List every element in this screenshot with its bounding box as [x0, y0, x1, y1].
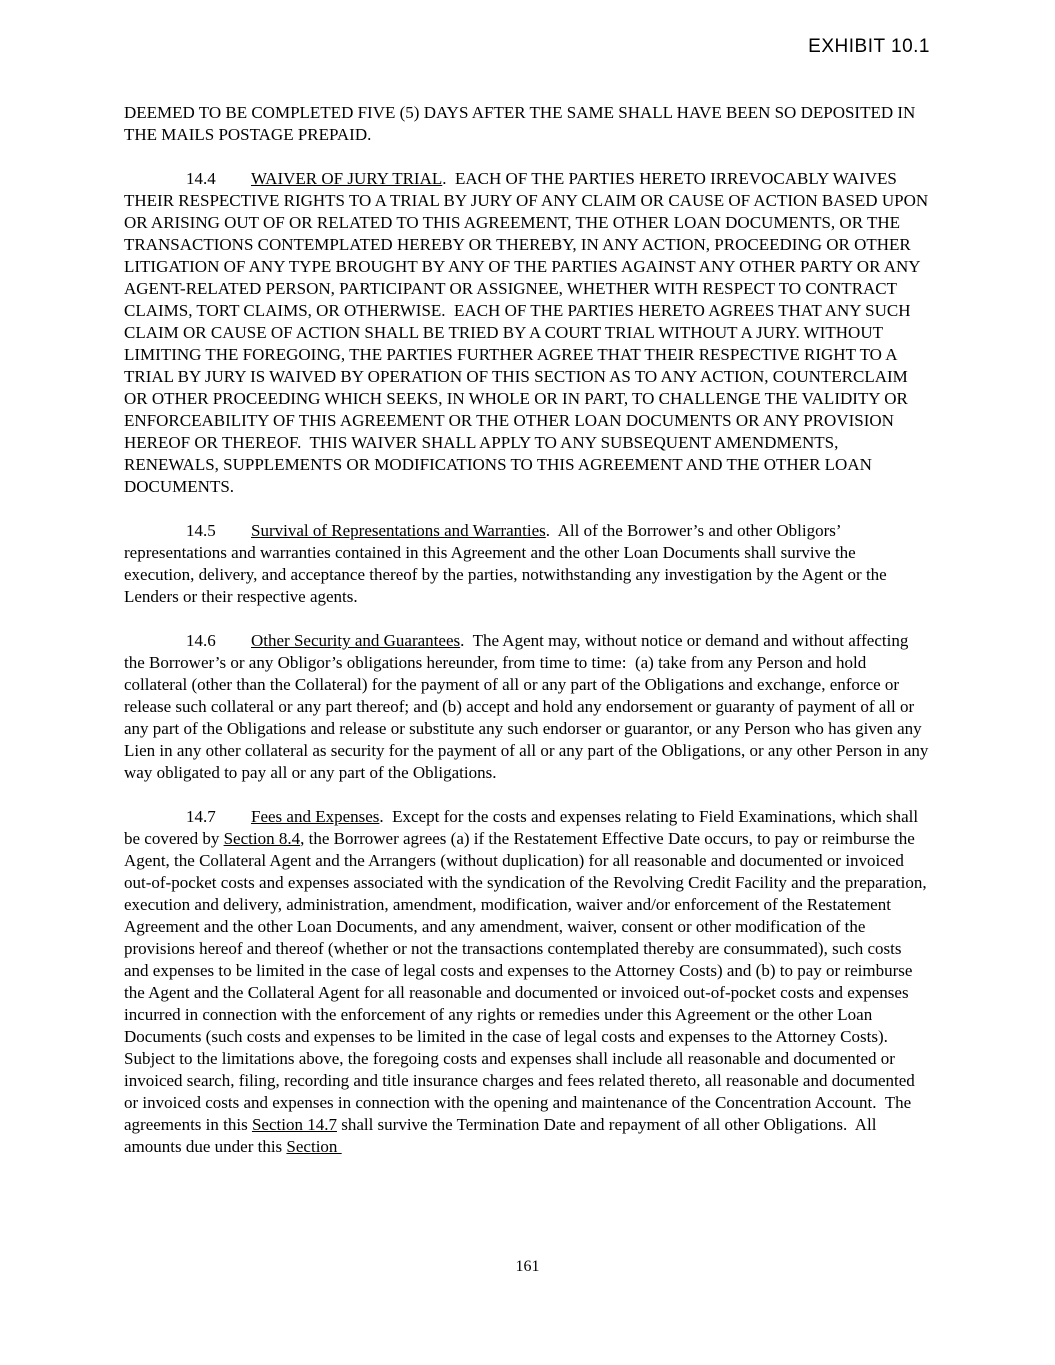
section-number: 14.7 [186, 807, 216, 826]
section-heading: WAIVER OF JURY TRIAL [251, 169, 443, 188]
section-reference: Section 8.4 [223, 829, 301, 848]
text-run: . All of the Borrower’s and other Obligors’ representations and warranties contained in this Agreement and the other Loan Documents shall survive the execution, delivery, and acceptance thereof by the parties, notwithstanding any investigation by the Agent or the Lenders or their respective agents. [124, 521, 891, 606]
section-heading: Fees and Expenses [251, 807, 380, 826]
text-run: . The Agent may, without notice or demand and without affecting the Borrower’s or any Obligor’s obligations hereunder, from time to time: (a) take from any Person and hold collateral (other than the Collateral) for the payment of all or any part of the Obligations and exchange, enforce or release such collateral or any part thereof; and (b) accept and hold any endorsement or guaranty of payment of all or any part of the Obligations and release or substitute any such endorser or guarantor, or any Person who has given any Lien in any other collateral as security for the payment of all or any part of the Obligations, or any other Person in any way obligated to pay all or any part of the Obligations. [124, 631, 933, 782]
text-run: shall survive the Termination Date and repayment of all other Obligations. All amounts due under this [124, 1115, 881, 1156]
section-paragraph [124, 520, 930, 608]
section-paragraph [124, 630, 933, 784]
section-paragraph [124, 168, 933, 498]
section-number: 14.6 [186, 631, 216, 650]
section-number: 14.5 [186, 521, 216, 540]
section-number: 14.4 [186, 169, 216, 188]
section-heading: Other Security and Guarantees [251, 631, 461, 650]
page-number: 161 [515, 1258, 540, 1275]
text-run: , the Borrower agrees (a) if the Restatement Effective Date occurs, to pay or reimburse the Agent, the Collateral Agent and the Arrangers (without duplication) for all reasonable and documented or invoiced out-of-pocket costs and expenses associated with the syndication of the Revolving Credit Facility and the preparation, execution and delivery, administration, amendment, modification, waiver and/or enforcement of the Restatement Agreement and the other Loan Documents, and any amendment, waiver, consent or other modification of the provisions hereof and thereof (whether or not the transactions contemplated thereby are consummated), such costs and expenses to be limited in the case of legal costs and expenses to the Attorney Costs) and (b) to pay or reimburse the Agent and the Collateral Agent for all reasonable and documented or invoiced out-of-pocket costs and expenses incurred in connection with the enforcement of any rights or remedies under this Agreement or the other Loan Documents (such costs and expenses to be limited in the case of legal costs and expenses to the Attorney Costs). Subject to the limitations above, the foregoing costs and expenses shall include all reasonable and documented or invoiced search, filing, recording and title insurance charges and fees related thereto, all reasonable and documented or invoiced costs and expenses in connection with the opening and maintenance of the Concentration Account. The agreements in this [124, 829, 931, 1134]
text-run: DEEMED TO BE COMPLETED FIVE (5) DAYS AFTER THE SAME SHALL HAVE BEEN SO DEPOSITED IN THE MAILS POSTAGE PREPAID. [124, 103, 920, 144]
document-body [124, 102, 933, 1158]
exhibit-label: EXHIBIT 10.1 [808, 36, 930, 57]
text-run: . Except for the costs and expenses relating to Field Examinations, which shall be covered by [124, 807, 923, 848]
section-paragraph [124, 806, 930, 1158]
section-reference: Section [286, 1137, 342, 1156]
section-heading: Survival of Representations and Warranties [251, 521, 546, 540]
continuation-paragraph [124, 102, 930, 146]
section-reference: Section 14.7 [251, 1115, 337, 1134]
text-run: . EACH OF THE PARTIES HERETO IRREVOCABLY WAIVES THEIR RESPECTIVE RIGHTS TO A TRIAL BY JURY OF ANY CLAIM OR CAUSE OF ACTION BASED UPON OR ARISING OUT OF OR RELATED TO THIS AGREEMENT, THE OTHER LOAN DOCUMENTS, OR THE TRANSACTIONS CONTEMPLATED HEREBY OR THEREBY, IN ANY ACTION, PROCEEDING OR OTHER LITIGATION OF ANY TYPE BROUGHT BY ANY OF THE PARTIES AGAINST ANY OTHER PARTY OR ANY AGENT-RELATED PERSON, PARTICIPANT OR ASSIGNEE, WHETHER WITH RESPECT TO CONTRACT CLAIMS, TORT CLAIMS, OR OTHERWISE. EACH OF THE PARTIES HERETO AGREES THAT ANY SUCH CLAIM OR CAUSE OF ACTION SHALL BE TRIED BY A COURT TRIAL WITHOUT A JURY. WITHOUT LIMITING THE FOREGOING, THE PARTIES FURTHER AGREE THAT THEIR RESPECTIVE RIGHT TO A TRIAL BY JURY IS WAIVED BY OPERATION OF THIS SECTION AS TO ANY ACTION, COUNTERCLAIM OR OTHER PROCEEDING WHICH SEEKS, IN WHOLE OR IN PART, TO CHALLENGE THE VALIDITY OR ENFORCEABILITY OF THIS AGREEMENT OR THE OTHER LOAN DOCUMENTS OR ANY PROVISION HEREOF OR THEREOF. THIS WAIVER SHALL APPLY TO ANY SUBSEQUENT AMENDMENTS, RENEWALS, SUPPLEMENTS OR MODIFICATIONS TO THIS AGREEMENT AND THE OTHER LOAN DOCUMENTS. [124, 169, 933, 496]
